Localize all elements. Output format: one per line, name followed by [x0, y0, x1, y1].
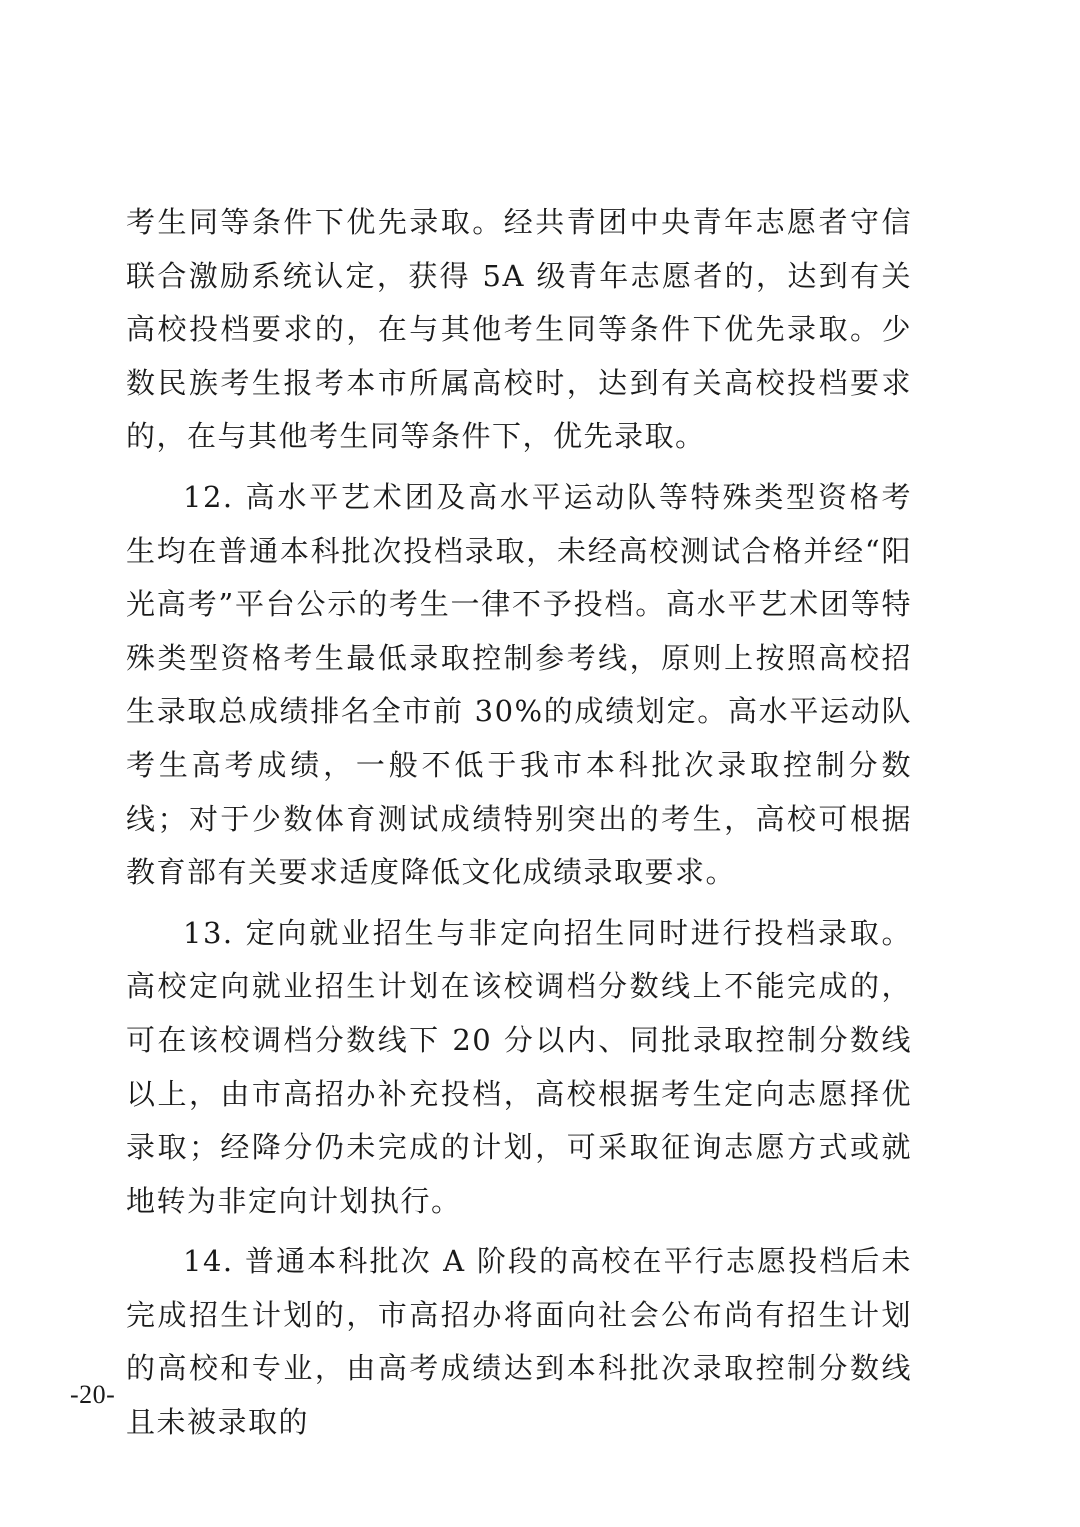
page-number: -20- — [70, 1380, 116, 1409]
body-text — [126, 196, 912, 1457]
paragraph-item-12: 12. 高水平艺术团及高水平运动队等特殊类型资格考生均在普通本科批次投档录取，未经高校测试合格并经“阳光高考”平台公示的考生一律不予投档。高水平艺术团等特殊类型资格考生最低录取控制参考线，原则上按照高校招生录取总成绩排名全市前 30%的成绩划定。高水平运动队考生高考成绩，一般不低于我市本科批次录取控制分数线；对于少数体育测试成绩特别突出的考生，高校可根据教育部有关要求适度降低文化成绩录取要求。 — [126, 479, 912, 890]
paragraph-item-13: 13. 定向就业招生与非定向招生同时进行投档录取。高校定向就业招生计划在该校调档分数线上不能完成的，可在该校调档分数线下 20 分以内、同批录取控制分数线以上，由市高招办补充投档，高校根据考生定向志愿择优录取；经降分仍未完成的计划，可采取征询志愿方式或就地转为非定向计划执行。 — [126, 915, 912, 1218]
paragraph-item-14: 14. 普通本科批次 A 阶段的高校在平行志愿投档后未完成招生计划的，市高招办将面向社会公布尚有招生计划的高校和专业，由高考成绩达到本科批次录取控制分数线且未被录取的 — [126, 1244, 912, 1440]
paragraph-continued: 考生同等条件下优先录取。经共青团中央青年志愿者守信联合激励系统认定，获得 5A 级青年志愿者的，达到有关高校投档要求的，在与其他考生同等条件下优先录取。少数民族考生报考本市所属高校时，达到有关高校投档要求的，在与其他考生同等条件下，优先录取。 — [126, 205, 912, 454]
